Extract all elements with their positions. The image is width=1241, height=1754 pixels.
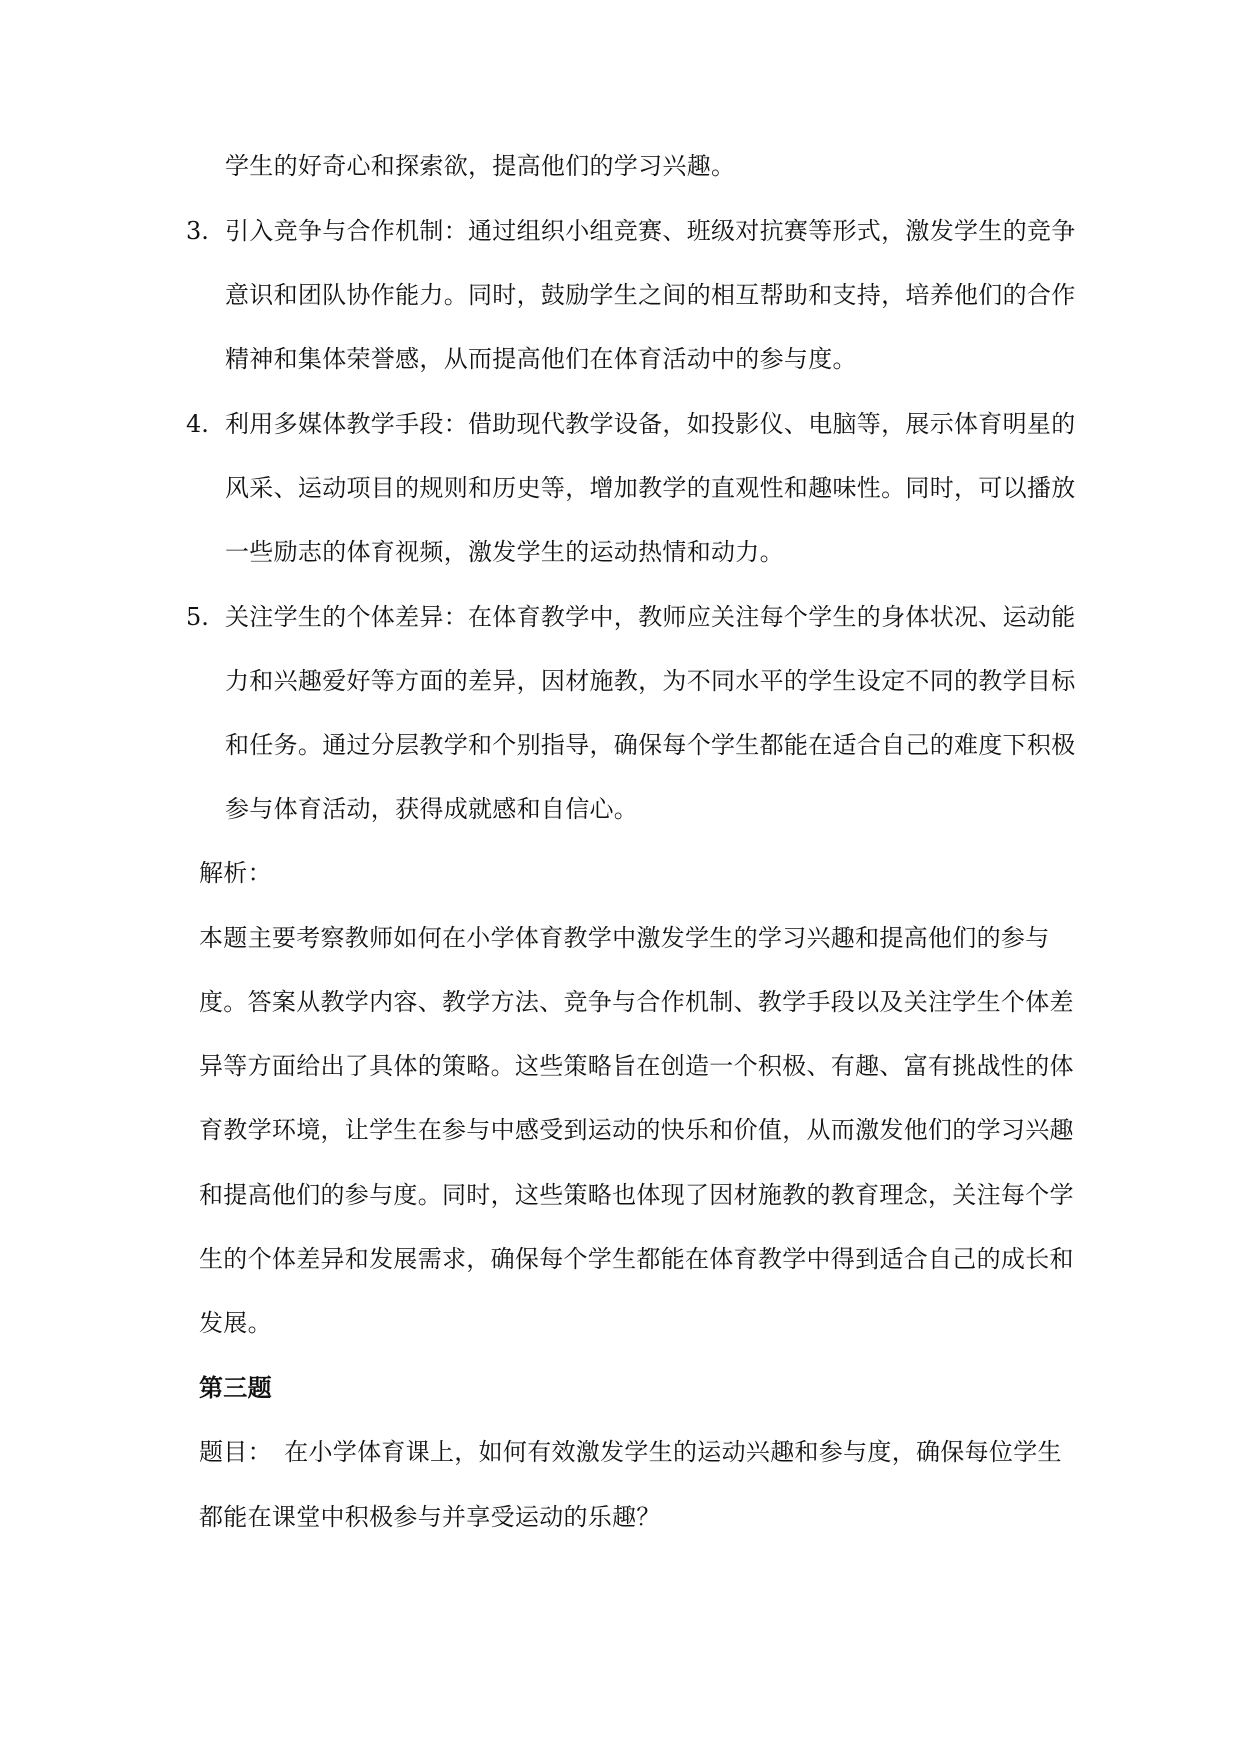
list-item-line: 意识和团队协作能力。同时，鼓励学生之间的相互帮助和支持，培养他们的合作	[225, 281, 1076, 309]
list-item-line: 一些励志的体育视频，激发学生的运动热情和动力。	[225, 538, 784, 566]
section-heading: 第三题	[199, 1373, 272, 1402]
analysis-line: 和提高他们的参与度。同时，这些策略也体现了因材施教的教育理念，关注每个学	[199, 1181, 1074, 1209]
analysis-line: 度。答案从教学内容、教学方法、竞争与合作机制、教学手段以及关注学生个体差	[199, 988, 1074, 1016]
analysis-line: 生的个体差异和发展需求，确保每个学生都能在体育教学中得到适合自己的成长和	[199, 1245, 1074, 1273]
analysis-label: 解析：	[199, 859, 272, 887]
list-number: 4.	[186, 410, 209, 438]
list-item-line: 引入竞争与合作机制：通过组织小组竞赛、班级对抗赛等形式，激发学生的竞争	[225, 217, 1076, 245]
list-number: 5.	[186, 603, 209, 631]
analysis-line: 本题主要考察教师如何在小学体育教学中激发学生的学习兴趣和提高他们的参与	[199, 924, 1050, 952]
list-item-line: 力和兴趣爱好等方面的差异，因材施教，为不同水平的学生设定不同的教学目标	[225, 667, 1076, 695]
list-item-continuation: 学生的好奇心和探索欲，提高他们的学习兴趣。	[225, 152, 736, 180]
list-item-line: 关注学生的个体差异：在体育教学中，教师应关注每个学生的身体状况、运动能	[225, 603, 1076, 631]
list-item-line: 风采、运动项目的规则和历史等，增加教学的直观性和趣味性。同时，可以播放	[225, 474, 1076, 502]
list-item-line: 和任务。通过分层教学和个别指导，确保每个学生都能在适合自己的难度下积极	[225, 731, 1076, 759]
list-item-line: 利用多媒体教学手段：借助现代教学设备，如投影仪、电脑等，展示体育明星的	[225, 410, 1076, 438]
question-line: 题目： 在小学体育课上，如何有效激发学生的运动兴趣和参与度，确保每位学生	[199, 1438, 1062, 1466]
question-line: 都能在课堂中积极参与并享受运动的乐趣？	[199, 1503, 661, 1531]
list-number: 3.	[186, 217, 209, 245]
list-item-line: 精神和集体荣誉感，从而提高他们在体育活动中的参与度。	[225, 345, 857, 373]
analysis-line: 发展。	[199, 1309, 272, 1337]
list-item-line: 参与体育活动，获得成就感和自信心。	[225, 795, 639, 823]
analysis-line: 育教学环境，让学生在参与中感受到运动的快乐和价值，从而激发他们的学习兴趣	[199, 1116, 1074, 1144]
analysis-line: 异等方面给出了具体的策略。这些策略旨在创造一个积极、有趣、富有挑战性的体	[199, 1052, 1074, 1080]
